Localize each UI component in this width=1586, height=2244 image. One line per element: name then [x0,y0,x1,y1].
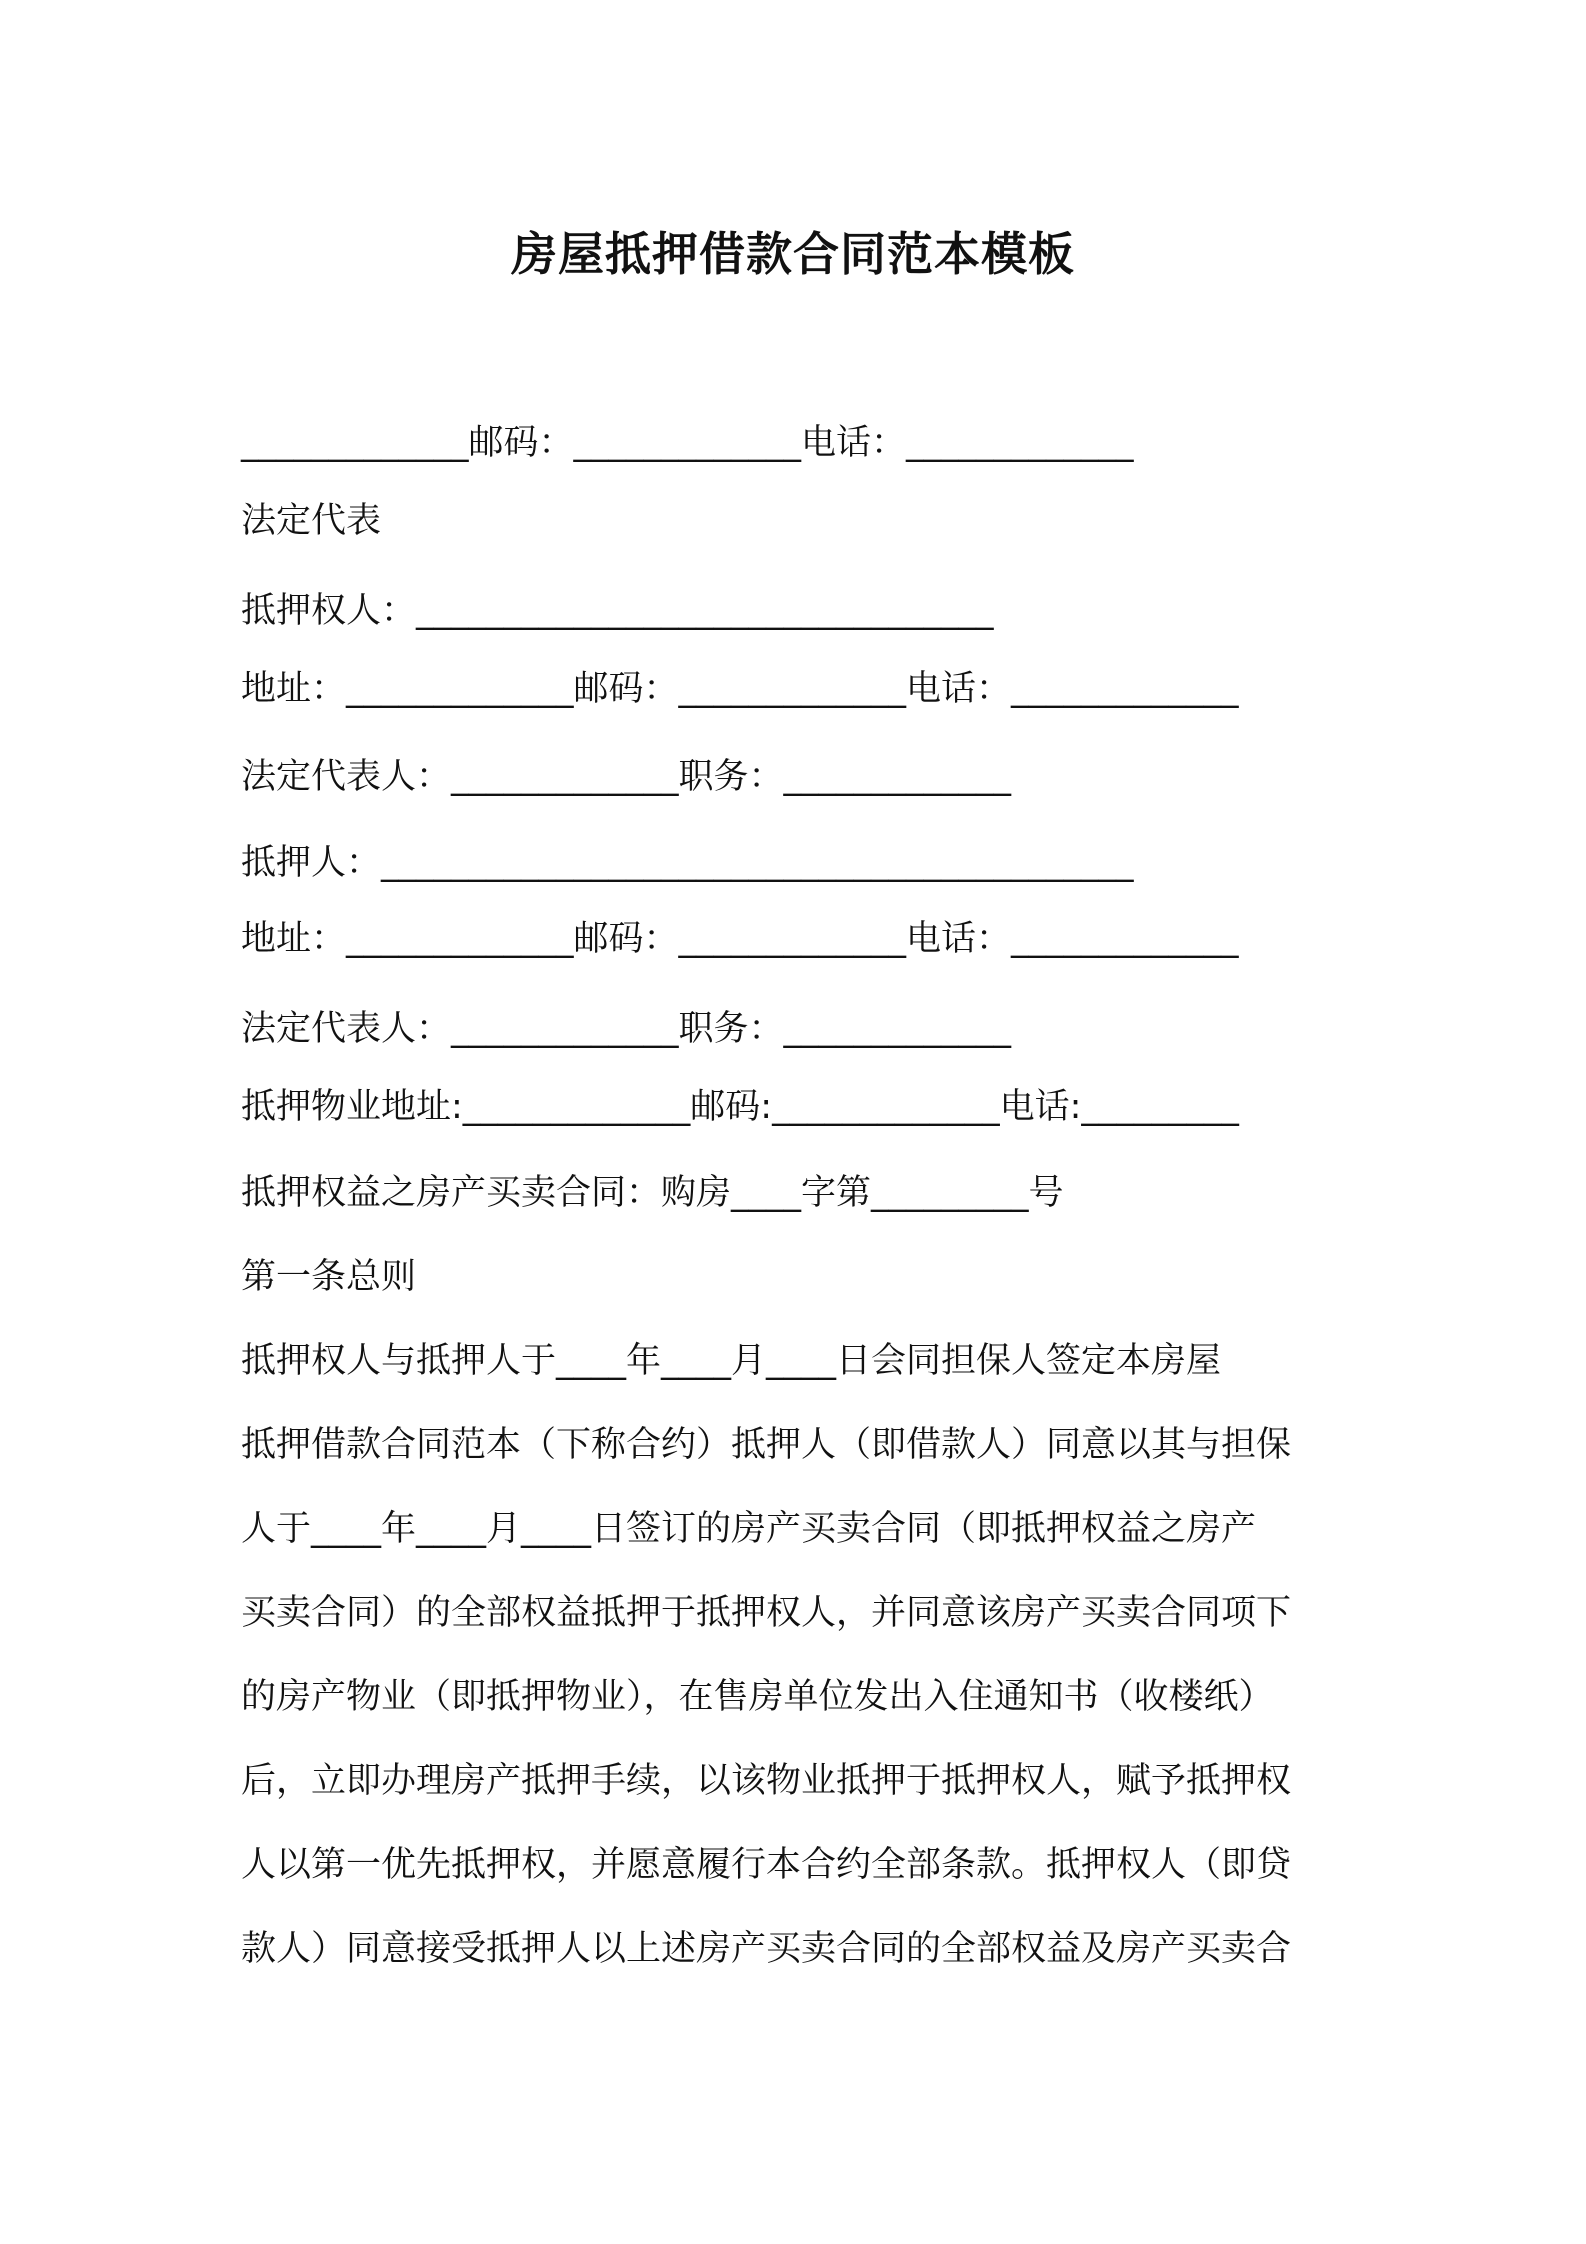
body-line-1: 抵押权人与抵押人于____年____月____日会同担保人签定本房屋 [241,1341,1222,1381]
body-line-2: 抵押借款合同范本（下称合约）抵押人（即借款人）同意以其与担保 [241,1425,1292,1465]
section-heading-general: 第一条总则 [241,1257,417,1297]
body-line-7: 人以第一优先抵押权，并愿意履行本合约全部条款。抵押权人（即贷 [241,1845,1292,1885]
header-line-mortgagor-address: 地址：_____________邮码：_____________电话：_____________ [241,919,1239,959]
header-line-mortgagee: 抵押权人：_________________________________ [241,591,994,631]
body-line-5: 的房产物业（即抵押物业），在售房单位发出入住通知书（收楼纸） [241,1677,1274,1717]
header-line-purchase-contract: 抵押权益之房产买卖合同：购房____字第_________号 [241,1173,1064,1213]
header-line-property-address: 抵押物业地址:_____________邮码:_____________电话:_________ [241,1087,1239,1127]
header-line-contact: _____________邮码：_____________电话：_____________ [241,423,1134,463]
document-title: 房屋抵押借款合同范本模板 [511,227,1075,281]
body-line-4: 买卖合同）的全部权益抵押于抵押权人，并同意该房产买卖合同项下 [241,1593,1292,1633]
header-line-mortgagor: 抵押人：___________________________________________ [241,843,1134,883]
body-line-3: 人于____年____月____日签订的房产买卖合同（即抵押权益之房产 [241,1509,1257,1549]
body-line-6: 后，立即办理房产抵押手续，以该物业抵押于抵押权人，赋予抵押权 [241,1761,1292,1801]
body-line-8: 款人）同意接受抵押人以上述房产买卖合同的全部权益及房产买卖合 [241,1929,1292,1969]
header-line-mortgagee-legal-rep: 法定代表人：_____________职务：_____________ [241,757,1012,797]
header-line-mortgagor-legal-rep: 法定代表人：_____________职务：_____________ [241,1009,1012,1049]
header-line-mortgagee-address: 地址：_____________邮码：_____________电话：_____________ [241,669,1239,709]
header-line-legal-rep: 法定代表 [241,501,382,541]
